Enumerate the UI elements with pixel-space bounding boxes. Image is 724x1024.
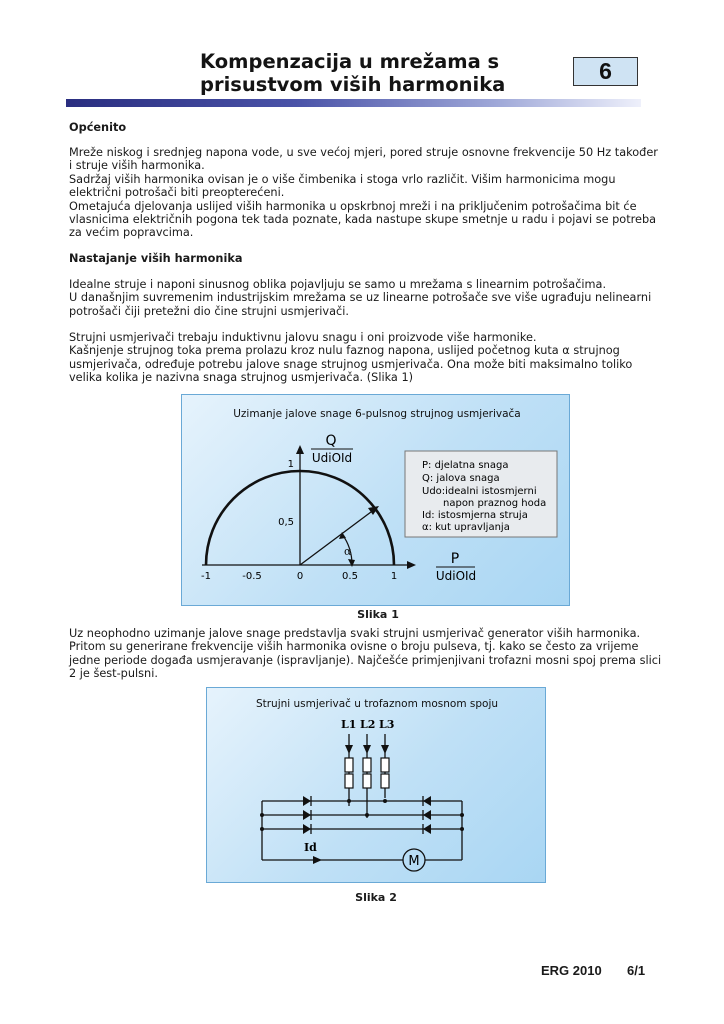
current-arrow-icon — [313, 856, 322, 864]
x-tick-label: 1 — [390, 571, 398, 582]
fuse-icon — [345, 774, 353, 788]
diode-icon — [303, 824, 311, 834]
paragraph: Ometajuća djelovanja uslijed viših harmonika u opskrbnoj mreži i na priključenim potrošačima bit će vlasnicima električnih pogona tek tada poznate, kada nastupe skupe smetnje u radu i pojavi se potreba za većim popravcima. — [69, 199, 657, 240]
motor-label: M — [408, 854, 420, 869]
diode-icon — [303, 796, 311, 806]
phase-arrow-icon — [363, 745, 371, 754]
junction-dot — [365, 813, 369, 817]
legend-entry: Q: jalova snaga — [422, 473, 500, 484]
phase-label-l3: L3 — [379, 718, 395, 731]
paragraph: Mreže niskog i srednjeg napona vode, u sve većoj mjeri, pored struje osnovne frekvencije 50 Hz također i struje viših harmonika. — [69, 146, 658, 173]
title-line-2: prisustvom viših harmonika — [200, 73, 506, 96]
footer-page-number: 6/1 — [627, 963, 646, 978]
fuse-icon — [363, 758, 371, 772]
angle-label: α — [344, 545, 352, 558]
legend-entry: Id: istosmjerna struja — [422, 510, 528, 521]
fuse-icon — [381, 774, 389, 788]
phase-arrow-icon — [381, 745, 389, 754]
paragraph-after-figure-1 — [69, 627, 663, 681]
section-origin — [69, 252, 663, 265]
paragraph: U današnjim suvremenim industrijskim mrežama se uz linearne potrošače sve više ugrađuju nelinearni potrošači čiji pretežni dio čine strujni usmjerivači. — [69, 291, 652, 318]
section-general — [69, 121, 663, 134]
angle-arrow-down-icon — [348, 559, 355, 567]
phase-arrow-icon — [345, 745, 353, 754]
legend-entry: Udo:idealni istosmjerni — [422, 486, 537, 497]
figure-2-circuit — [207, 688, 547, 884]
origin-paragraphs-2 — [69, 331, 663, 385]
section-heading-general: Općenito — [69, 121, 127, 134]
figure-2-caption: Slika 2 — [355, 891, 397, 904]
x-tick-label: -1 — [201, 571, 211, 582]
figure-2-title: Strujni usmjerivač u trofaznom mosnom spoju — [255, 698, 499, 710]
junction-dot — [260, 827, 264, 831]
diode-icon — [423, 824, 431, 834]
junction-dot — [460, 813, 464, 817]
paragraph: Kašnjenje strujnog toka prema prolazu kroz nulu faznog napona, uslijed početnog kuta α strujnog usmjerivača, određuje potrebu jalove snage strujnog usmjerivača. Ona može biti maksimalno toliko velika kolika je nazivna snaga strujnog usmjerivača. (Slika 1) — [69, 344, 633, 385]
junction-dot — [383, 799, 387, 803]
fuse-icon — [381, 758, 389, 772]
y-axis-arrow-icon — [296, 445, 304, 454]
title-gradient-rule — [66, 99, 641, 107]
figure-1-chart — [182, 395, 571, 607]
y-tick-label: 1 — [287, 459, 294, 470]
figure-1-title: Uzimanje jalove snage 6-pulsnog strujnog usmjerivača — [233, 408, 521, 420]
diode-icon — [303, 810, 311, 820]
diode-icon — [423, 796, 431, 806]
x-axis-arrow-icon — [407, 561, 416, 569]
chapter-number-badge: 6 — [573, 57, 638, 86]
legend-entry: P: djelatna snaga — [422, 460, 509, 471]
paragraph: Strujni usmjerivači trebaju induktivnu jalovu snagu i oni proizvode više harmonike. — [69, 331, 537, 344]
general-paragraphs — [69, 146, 663, 240]
junction-dot — [460, 827, 464, 831]
phase-label-l1: L1 — [341, 718, 357, 731]
power-vector — [300, 509, 375, 565]
y-axis-denominator: UdiOId — [311, 451, 353, 465]
current-label: Id — [304, 841, 317, 854]
figure-2-panel — [206, 687, 546, 883]
section-heading-origin: Nastajanje viših harmonika — [69, 252, 243, 265]
junction-dot — [260, 813, 264, 817]
x-tick-label: -0.5 — [242, 571, 262, 582]
figure-1-caption: Slika 1 — [357, 608, 399, 621]
fuse-icon — [363, 774, 371, 788]
legend-entry: napon praznog hoda — [443, 498, 547, 509]
y-tick-label: 0,5 — [278, 517, 294, 528]
diode-icon — [423, 810, 431, 820]
x-axis-denominator: UdiOId — [435, 569, 477, 583]
y-axis-label: Q — [325, 433, 337, 449]
paragraph: Sadržaj viših harmonika ovisan je o više čimbenika i stoga vrlo različit. Višim harmonicima mogu električni potrošači biti preopterećeni. — [69, 172, 616, 200]
x-tick-label: 0 — [296, 571, 304, 582]
junction-dot — [347, 799, 351, 803]
fuse-icon — [345, 758, 353, 772]
footer-label: ERG 2010 — [541, 963, 602, 978]
x-tick-label: 0.5 — [342, 571, 358, 582]
title-line-1: Kompenzacija u mrežama s — [200, 50, 500, 73]
page-title — [200, 50, 560, 96]
legend-entry: α: kut upravljanja — [422, 522, 510, 533]
paragraph: Idealne struje i naponi sinusnog oblika pojavljuju se samo u mrežama s linearnim potrošačima. — [69, 278, 607, 291]
origin-paragraphs-1 — [69, 278, 663, 318]
paragraph: Uz neophodno uzimanje jalove snage predstavlja svaki strujni usmjerivač generator viših harmonika. Pritom su generirane frekvencije viših harmonika ovisne o broju pulseva, tj. kako se često za vrijeme jedne periode događa usmjeravanje (ispravljanje). Najčešće primjenjivani trofazni mosni spoj prema slici 2 je šest-pulsni. — [69, 627, 662, 681]
x-axis-label: P — [450, 551, 460, 567]
figure-1-panel — [181, 394, 570, 606]
phase-label-l2: L2 — [360, 718, 376, 731]
